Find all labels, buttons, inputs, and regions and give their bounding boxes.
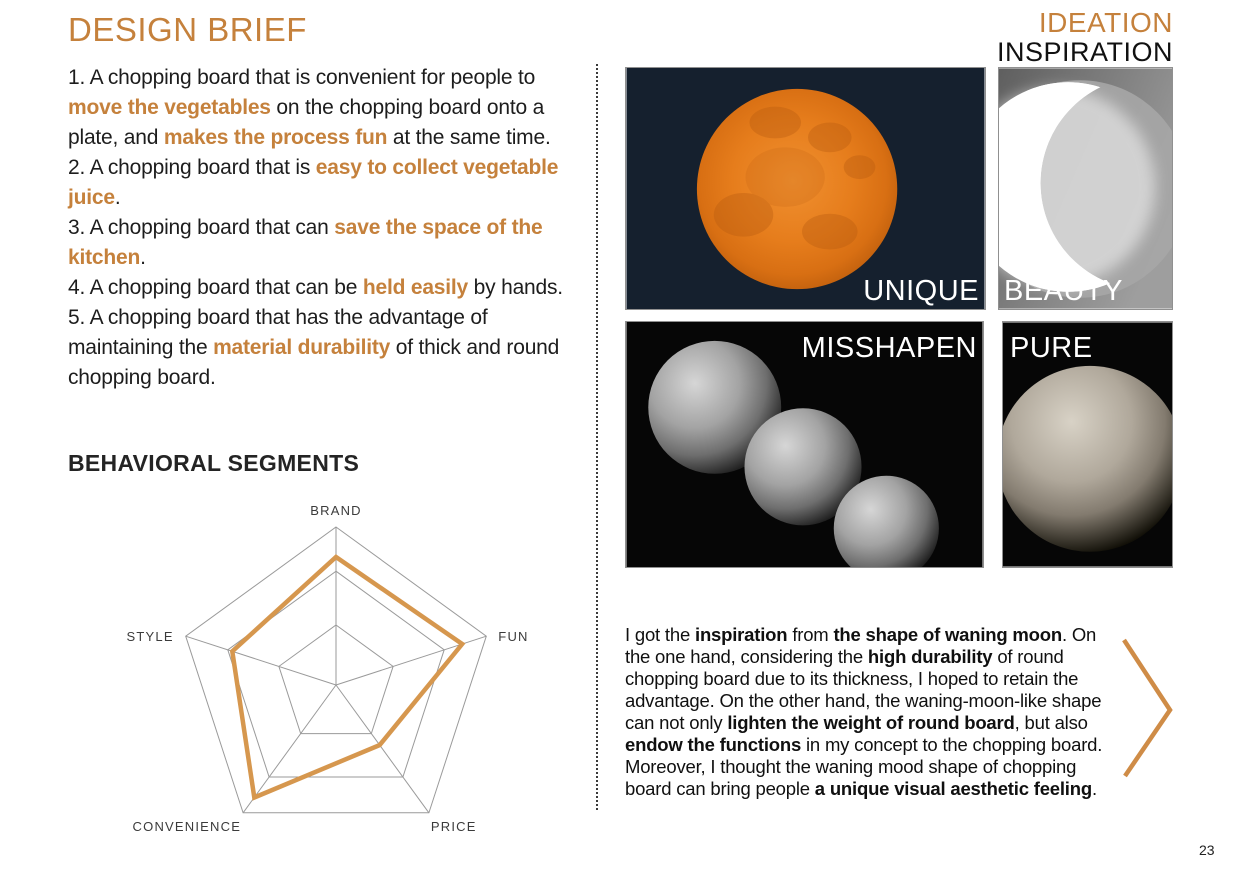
page-title: DESIGN BRIEF: [68, 11, 307, 48]
body-text: 5. A chopping board that has the advantage of maintaining the: [68, 306, 488, 359]
highlighted-text: high durability: [867, 646, 993, 667]
label-pure: PURE: [1010, 332, 1093, 364]
label-beauty: BEAUTY: [1004, 275, 1124, 307]
body-text: .: [114, 186, 121, 209]
body-text: 4. A chopping board that can be: [68, 276, 363, 299]
body-text: 3. A chopping board that can: [68, 216, 335, 239]
highlighted-text: a unique visual aesthetic feeling: [814, 778, 1092, 799]
page-number: 23: [1199, 842, 1215, 858]
highlighted-text: lighten the weight of round board: [727, 712, 1015, 733]
body-text: in my concept to the chopping board. Moreover, I thought the waning mood shape of chopping board can bring people: [625, 734, 1103, 799]
inspiration-paragraph: [625, 624, 1117, 800]
radar-spoke: [243, 685, 336, 813]
design-brief-list: [68, 63, 572, 393]
highlighted-text: material durability: [213, 336, 391, 359]
full-moon-graphic: [626, 68, 985, 309]
brief-item: [68, 273, 572, 303]
highlighted-text: save the space of the kitchen: [68, 216, 543, 269]
radar-axis-label: FUN: [498, 629, 529, 645]
label-unique: UNIQUE: [863, 275, 979, 307]
highlighted-text: endow the functions: [625, 734, 802, 755]
body-text: of round chopping board due to its thickness, I hoped to retain the advantage. On the other hand, the waning-moon-like shape can not only: [625, 646, 1102, 733]
body-text: of thick and round chopping board.: [68, 336, 560, 389]
body-text: by hands.: [468, 276, 563, 299]
body-text: I got the: [625, 624, 695, 645]
waning-moon-sequence-image: [625, 321, 984, 568]
column-divider: [596, 64, 598, 810]
body-text: at the same time.: [387, 126, 551, 149]
body-text: .: [140, 246, 146, 269]
body-text: .: [1091, 778, 1097, 799]
highlighted-text: the shape of waning moon: [833, 624, 1062, 645]
highlighted-text: move the vegetables: [68, 96, 271, 119]
ideation-title: IDEATION: [1038, 7, 1173, 38]
body-text: from: [787, 624, 834, 645]
chevron-right-icon: [1112, 632, 1182, 782]
label-misshapen: MISSHAPEN: [801, 332, 977, 364]
highlighted-text: held easily: [362, 276, 469, 299]
body-text: . On the one hand, considering the: [625, 624, 1097, 667]
radar-axis-label: PRICE: [430, 818, 477, 834]
radar-axis-label: BRAND: [310, 503, 362, 518]
inspiration-title: INSPIRATION: [996, 37, 1173, 67]
brief-item: [68, 213, 572, 273]
behavioral-segments-title: BEHAVIORAL SEGMENTS: [68, 450, 360, 476]
body-text: 2. A chopping board that is: [68, 156, 316, 179]
highlighted-text: makes the process fun: [163, 126, 388, 149]
highlighted-text: easy to collect vegetable juice: [68, 156, 559, 209]
radar-axis-label: CONVENIENCE: [132, 818, 242, 834]
body-text: , but also: [1014, 712, 1088, 733]
full-moon-image: [625, 67, 986, 310]
crescent-moon-graphic: [999, 68, 1172, 309]
crescent-moon-image: [998, 67, 1173, 310]
behavioral-segments-radar-chart: [116, 495, 536, 847]
body-text: on the chopping board onto a plate, and: [68, 96, 545, 149]
radar-axis-label: STYLE: [126, 629, 174, 645]
body-text: 1. A chopping board that is convenient for people to: [68, 66, 536, 89]
brief-item: [68, 303, 572, 393]
highlighted-text: inspiration: [695, 624, 788, 645]
brief-item: [68, 153, 572, 213]
brief-item: [68, 63, 572, 153]
gibbous-moon-image: [1002, 321, 1173, 568]
radar-spoke: [186, 636, 336, 685]
